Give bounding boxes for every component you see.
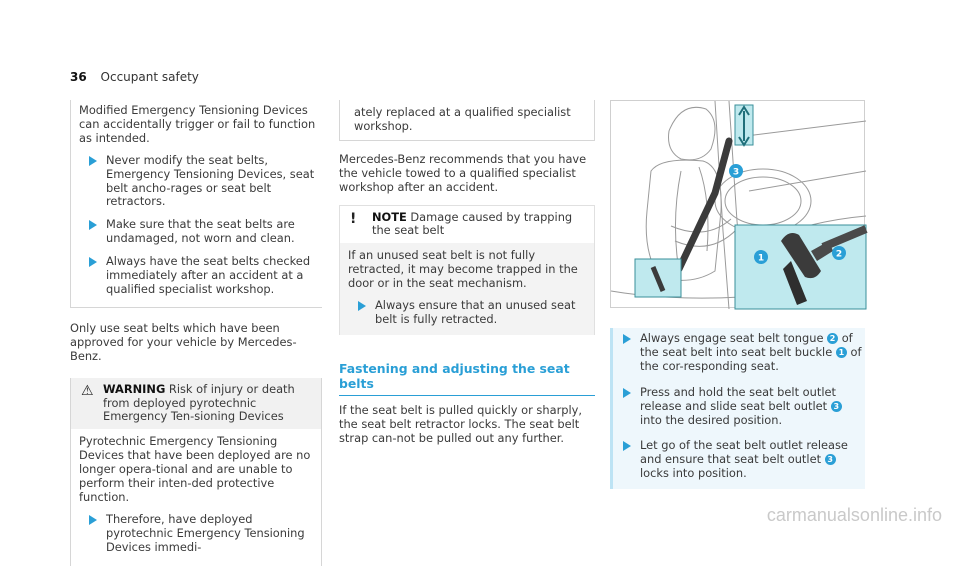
continuation-text: ately replaced at a qualified specialist workshop. bbox=[354, 105, 571, 133]
instruction-steps bbox=[610, 328, 865, 489]
callout-1 bbox=[754, 250, 768, 264]
seat-belt-diagram bbox=[611, 101, 866, 309]
callout-badge: 3 bbox=[831, 401, 842, 412]
bullet-arrow-icon bbox=[623, 334, 631, 344]
warning-label: WARNING bbox=[103, 381, 166, 396]
bullet-arrow-icon bbox=[623, 441, 631, 451]
list-item: Let go of the seat belt outlet release and ensure that seat belt outlet 3 locks into position. bbox=[613, 439, 865, 481]
callout-3 bbox=[729, 164, 743, 178]
callout-badge: 2 bbox=[827, 333, 838, 344]
section-body: If the seat belt is pulled quickly or sharply, the seat belt retractor locks. The seat belt strap can-not be pulled out any further. bbox=[339, 403, 583, 445]
section-title: Fastening and adjusting the seat belts bbox=[339, 361, 595, 396]
warning-heading: Risk of injury or death from deployed pyrotechnic Emergency Ten-sioning Devices bbox=[103, 381, 295, 424]
list-item: Always engage seat belt tongue 2 of the seat belt into seat belt buckle 1 of the cor-responding seat. bbox=[613, 332, 865, 374]
callout-badge: 1 bbox=[836, 347, 847, 358]
warning-continuation bbox=[70, 100, 322, 307]
column-1 bbox=[70, 100, 322, 566]
note-heading: Damage caused by trapping the seat belt bbox=[372, 209, 573, 238]
warning-triangle-icon: ⚠ bbox=[81, 382, 94, 399]
list-item: Never modify the seat belts, Emergency Tensioning Devices, seat belt ancho-rages or seat belt retractors. bbox=[79, 154, 322, 210]
warning-header bbox=[71, 378, 321, 430]
bullet-arrow-icon bbox=[89, 220, 97, 230]
seat-belt-illustration bbox=[610, 100, 865, 308]
warning-continuation-box bbox=[339, 100, 595, 141]
bullet-arrow-icon bbox=[89, 156, 97, 166]
note-exclamation-icon: ! bbox=[350, 210, 357, 227]
approved-text: Only use seat belts which have been approved for your vehicle by Mercedes-Benz. bbox=[70, 320, 297, 363]
list-item: Always have the seat belts checked immediately after an accident at a qualified specialist workshop. bbox=[79, 255, 322, 297]
list-item: Press and hold the seat belt outlet release and slide seat belt outlet 3 into the desired position. bbox=[613, 386, 865, 428]
recommend-text: Mercedes-Benz recommends that you have the vehicle towed to a qualified specialist workshop after an accident. bbox=[339, 151, 587, 194]
note-box bbox=[339, 205, 595, 335]
list-item: Make sure that the seat belts are undamaged, not worn and clean. bbox=[79, 218, 322, 246]
list-item: Always ensure that an unused seat belt is fully retracted. bbox=[348, 299, 586, 327]
column-3 bbox=[610, 100, 864, 489]
note-header bbox=[340, 206, 594, 244]
note-body: If an unused seat belt is not fully retracted, it may become trapped in the door or in the seat mechanism. Always ensure that an unused seat belt is fully retracted. bbox=[340, 243, 594, 335]
warning-body: Pyrotechnic Emergency Tensioning Devices that have been deployed are no longer opera-tional and are unable to perform their inten-ded protective function. Therefore, have deployed pyrotechnic Emergency Tensioning Devices immedi- bbox=[71, 429, 321, 565]
watermark: carmanualsonline.info bbox=[766, 505, 942, 526]
svg-text:1: 1 bbox=[757, 253, 765, 264]
intro-text: Modified Emergency Tensioning Devices can accidentally trigger or fail to function as intended. bbox=[79, 103, 316, 145]
column-2 bbox=[339, 100, 595, 454]
bullet-arrow-icon bbox=[89, 257, 97, 267]
bullet-arrow-icon bbox=[358, 301, 366, 311]
callout-badge: 3 bbox=[825, 454, 836, 465]
page-header bbox=[70, 70, 199, 85]
warning-box bbox=[70, 378, 322, 566]
bullet-arrow-icon bbox=[623, 388, 631, 398]
list-item: Therefore, have deployed pyrotechnic Emergency Tensioning Devices immedi- bbox=[79, 513, 313, 555]
note-label: NOTE bbox=[372, 209, 407, 224]
svg-text:2: 2 bbox=[835, 249, 843, 260]
page-number: 36 bbox=[70, 70, 87, 84]
bullet-arrow-icon bbox=[89, 515, 97, 525]
callout-2 bbox=[832, 246, 846, 260]
svg-text:3: 3 bbox=[732, 167, 740, 178]
section-name: Occupant safety bbox=[100, 70, 199, 84]
